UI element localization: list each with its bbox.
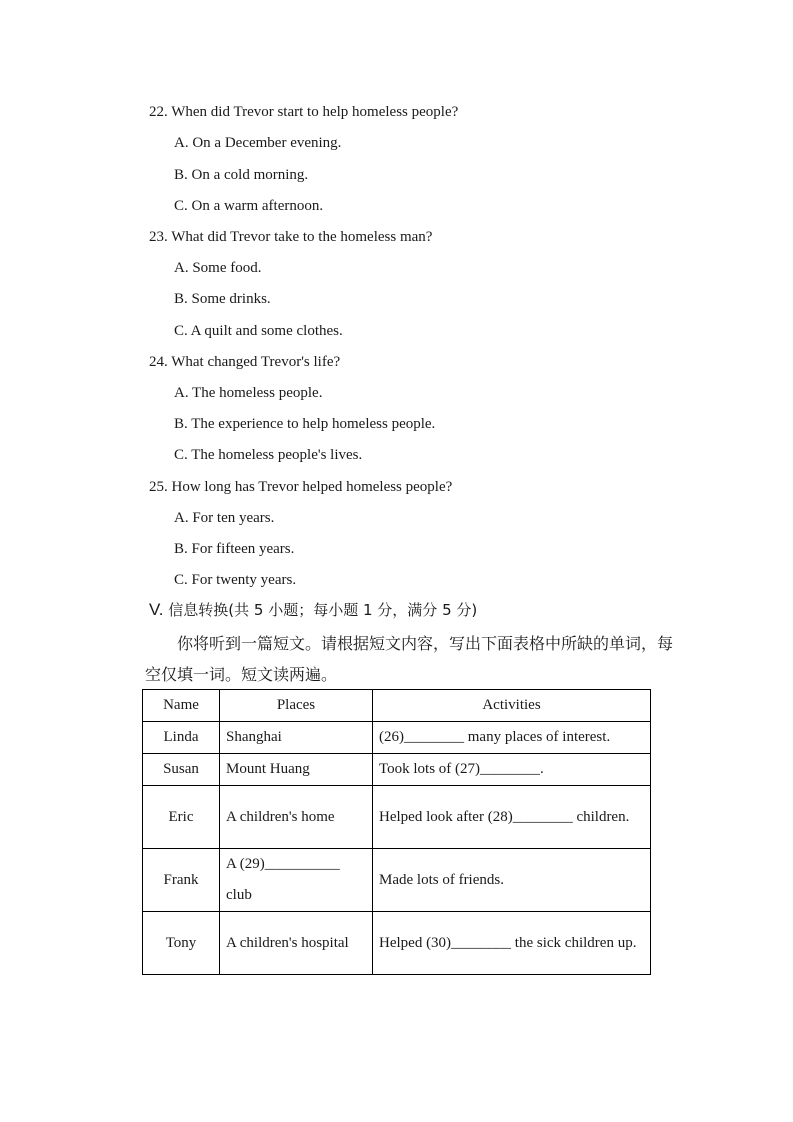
header-places: Places — [220, 690, 373, 722]
question-22-option-c: C. On a warm afternoon. — [174, 198, 324, 214]
section-heading — [149, 600, 477, 620]
question-24-stem: 24. What changed Trevor's life? — [149, 354, 341, 370]
cell-activity: Helped look after (28)________ children. — [373, 786, 651, 849]
section-title: 信息转换(共 5 小题；每小题 1 分，满分 5 分) — [168, 601, 478, 619]
cell-place: A (29)__________ club — [220, 849, 373, 912]
question-22-stem: 22. When did Trevor start to help homeless people? — [149, 104, 459, 120]
question-24-option-c: C. The homeless people's lives. — [174, 447, 363, 463]
cell-place: Mount Huang — [220, 754, 373, 786]
table-row — [143, 722, 651, 754]
question-23-option-a: A. Some food. — [174, 260, 262, 276]
question-24-option-b: B. The experience to help homeless people. — [174, 416, 436, 432]
question-25-option-b: B. For fifteen years. — [174, 541, 295, 557]
question-23-option-c: C. A quilt and some clothes. — [174, 323, 343, 339]
table-row — [143, 912, 651, 975]
cell-place: A children's home — [220, 786, 373, 849]
table-row — [143, 786, 651, 849]
question-22-option-a: A. On a December evening. — [174, 135, 342, 151]
cell-activity: Helped (30)________ the sick children up. — [373, 912, 651, 975]
table-row — [143, 754, 651, 786]
table-header-row — [143, 690, 651, 722]
question-23-option-b: B. Some drinks. — [174, 291, 271, 307]
cell-place: A children's hospital — [220, 912, 373, 975]
section-number: V. — [149, 600, 164, 619]
cell-name: Susan — [143, 754, 220, 786]
cell-name: Linda — [143, 722, 220, 754]
section-instructions: 你将听到一篇短文。请根据短文内容，写出下面表格中所缺的单词，每空仅填一词。短文读两遍。 — [145, 634, 674, 684]
question-25-option-c: C. For twenty years. — [174, 572, 297, 588]
info-table — [142, 689, 651, 975]
cell-name: Tony — [143, 912, 220, 975]
cell-place: Shanghai — [220, 722, 373, 754]
question-25-option-a: A. For ten years. — [174, 510, 275, 526]
question-22-option-b: B. On a cold morning. — [174, 167, 309, 183]
cell-name: Eric — [143, 786, 220, 849]
header-name: Name — [143, 690, 220, 722]
cell-name: Frank — [143, 849, 220, 912]
question-25-stem: 25. How long has Trevor helped homeless people? — [149, 479, 453, 495]
table-row — [143, 849, 651, 912]
cell-activity: Made lots of friends. — [373, 849, 651, 912]
cell-activity: (26)________ many places of interest. — [373, 722, 651, 754]
header-activities: Activities — [373, 690, 651, 722]
cell-activity: Took lots of (27)________. — [373, 754, 651, 786]
question-23-stem: 23. What did Trevor take to the homeless man? — [149, 229, 433, 245]
question-24-option-a: A. The homeless people. — [174, 385, 323, 401]
